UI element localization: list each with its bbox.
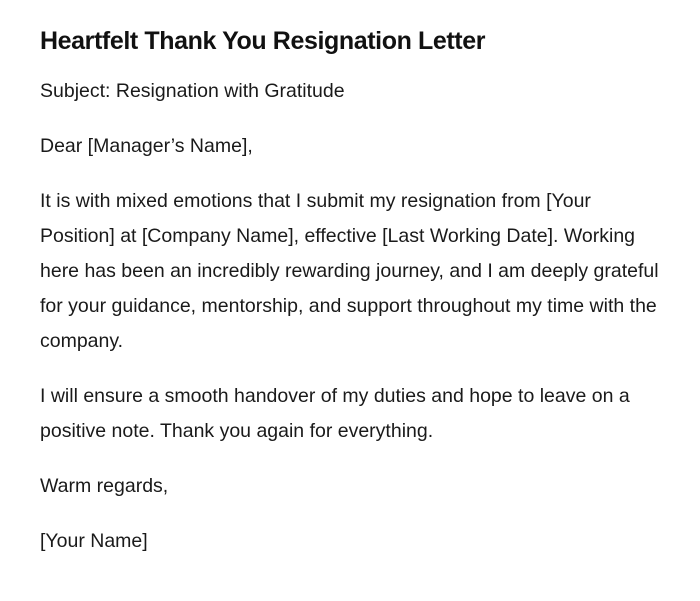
body-paragraph: It is with mixed emotions that I submit my resignation from [Your Position] at [Company Name], effective [Last Working Date]. Working here has been an incredibly rewarding journey, and I am deeply grateful for your guidance, mentorship, and support throughout my time with the company. [40,190,659,352]
signature: [Your Name] [40,530,148,552]
subject-line: Subject: Resignation with Gratitude [40,80,345,102]
closing: Warm regards, [40,475,169,497]
letter-title: Heartfelt Thank You Resignation Letter [40,27,486,55]
salutation: Dear [Manager’s Name], [40,135,253,157]
body-paragraph: I will ensure a smooth handover of my duties and hope to leave on a positive note. Thank you again for everything. [40,385,630,442]
